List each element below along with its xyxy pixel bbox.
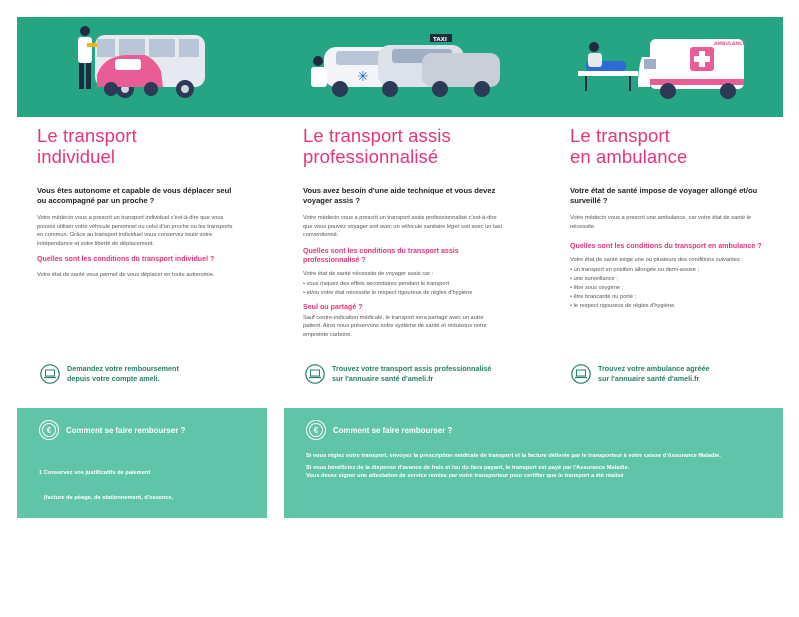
col3-title: Le transport en ambulance: [570, 125, 688, 167]
box1-header: [39, 420, 251, 440]
col3-conditions-text: Votre état de santé exige une ou plusieurs des conditions suivantes :: [570, 256, 743, 263]
col2-lead: Vous avez besoin d'une aide technique et vous devez voyager assis ?: [303, 186, 496, 205]
box1-step-line: 1 Conservez vos justificatifs de paiement: [39, 470, 151, 477]
box1-step-line: et vos factures depuis votre compte ameli, rubrique: [39, 568, 184, 575]
col2-conditions-text: Votre état de santé nécessite de voyager assis car :: [303, 270, 434, 277]
list-item: • et/ou votre état nécessite le respect rigoureux de règles d'hygiène: [303, 290, 473, 297]
col1-conditions-text: Votre état de santé vous permet de vous déplacer en toute autonomie.: [37, 271, 215, 278]
box2-paragraph-3: Vous devez signer une attestation de service remise par votre transporteur pour certifier que le transport a été réalisé: [306, 473, 624, 480]
list-item: • un transport en position allongée ou demi-assise ;: [570, 267, 700, 274]
list-item: • vous risquez des effets secondaires pendant le transport: [303, 281, 450, 288]
col2-shared-text: Sauf contre-indication médicale, le transport sera partagé avec un autre patient. Ainsi nous préservons notre système de santé et réduisons notre empreinte carbone.: [303, 314, 487, 338]
col3-body: Votre médecin vous a prescrit une ambulance, car votre état de santé le nécessite.: [570, 215, 752, 230]
column-individual: [37, 125, 237, 279]
col3-conditions-heading: Quelles sont les conditions du transport en ambulance ?: [570, 242, 762, 251]
box2-title: Comment se faire rembourser ?: [333, 425, 453, 435]
list-item: • être sous oxygène ;: [570, 285, 624, 292]
box1-steps: [39, 453, 251, 617]
col2-title: Le transport assis professionnalisé: [303, 125, 451, 167]
col3-reimb-line1: Trouvez votre ambulance agréée: [598, 364, 710, 374]
individual-transport-illustration: [67, 17, 237, 117]
taxi-sign: TAXI: [433, 37, 447, 43]
col1-title: Le transport individuel: [37, 125, 137, 167]
col2-reimb-line2: sur l'annuaire santé d'ameli.fr: [332, 374, 434, 383]
laptop-icon: [571, 364, 591, 384]
box1-step-line: de titres de transport en commun).: [39, 519, 138, 526]
col1-reimb-line1: Demandez votre remboursement: [67, 364, 179, 374]
column-seated: [303, 125, 503, 339]
person-head: [80, 26, 90, 36]
column-ambulance: [570, 125, 770, 311]
box2-paragraph-2: Si vous bénéficiez de la dispense d'avance de frais et /ou du tiers payant, le transport est payé par l'Assurance Maladie.: [306, 465, 630, 472]
col3-reimbursement-link[interactable]: [571, 364, 709, 384]
col2-body: Votre médecin vous a prescrit un transport assis professionnalisé c'est-à-dire que vous pouvez voyager soit avec un véhicule sanitaire léger soit avec un taxi conventionné.: [303, 215, 502, 239]
reimbursement-box-individual: [17, 408, 267, 600]
patient-head: [313, 56, 323, 66]
laptop-icon: [305, 364, 325, 384]
list-item: • le respect rigoureux de règles d'hygiène.: [570, 303, 676, 310]
euro-icon: €: [39, 420, 59, 440]
box2-paragraph-1: Si vous réglez votre transport, envoyez la prescription médicale de transport et la facture délivrée par le transporteur à votre caisse d'Assurance Maladie.: [306, 453, 721, 459]
euro-icon: €: [306, 420, 326, 440]
stretcher: [578, 71, 638, 76]
col2-conditions-list: [303, 280, 503, 298]
seated-transport-illustration: [302, 17, 502, 117]
list-item: • une surveillance ;: [570, 276, 618, 283]
col1-body: Votre médecin vous a prescrit un transport individuel c'est-à-dire que vous pouvez utiliser votre véhicule personnel ou celui d'un proche ou les transports en commun. Grâce au transport individuel vous conservez toute votre indépendance et votre liberté de déplacement.: [37, 215, 233, 247]
col2-shared-heading: Seul ou partagé ?: [303, 303, 363, 312]
col2-reimb-line1: Trouvez votre transport assis professionnalisé: [332, 364, 492, 374]
col3-reimb-line2: sur l'annuaire santé d'ameli.fr: [598, 374, 700, 383]
box1-step-line: 2 Envoyez votre prescription médicale de transport: [39, 544, 178, 551]
col3-conditions-list: [570, 266, 770, 311]
star-of-life-icon: ✳: [357, 69, 369, 85]
col1-lead: Vous êtes autonome et capable de vous déplacer seul ou accompagné par un proche ?: [37, 186, 232, 205]
col1-reimb-line2: depuis votre compte ameli.: [67, 374, 160, 383]
illustration-banner: [17, 17, 783, 117]
col2-conditions-heading: Quelles sont les conditions du transport assis professionnalisé ?: [303, 246, 459, 265]
box1-title: Comment se faire rembourser ?: [66, 425, 186, 435]
col1-reimbursement-link[interactable]: [40, 364, 179, 384]
laptop-icon: [40, 364, 60, 384]
col3-lead: Votre état de santé impose de voyager allongé et/ou surveillé ?: [570, 186, 758, 205]
box1-step-line: «mes démarches».: [39, 593, 95, 600]
paramedic-head: [589, 42, 599, 52]
list-item: • être brancardé ou porté ;: [570, 294, 637, 301]
box1-step-line: (facture de péage, de stationnement, d'essence,: [39, 495, 174, 502]
col2-reimbursement-link[interactable]: [305, 364, 491, 384]
reimbursement-box-seated-ambulance: [284, 408, 783, 518]
box2-header: [306, 420, 765, 440]
ambulance-illustration: [572, 17, 752, 117]
ambulance-sign: AMBULANCE: [714, 42, 746, 47]
col1-conditions-heading: Quelles sont les conditions du transport individuel ?: [37, 255, 215, 264]
